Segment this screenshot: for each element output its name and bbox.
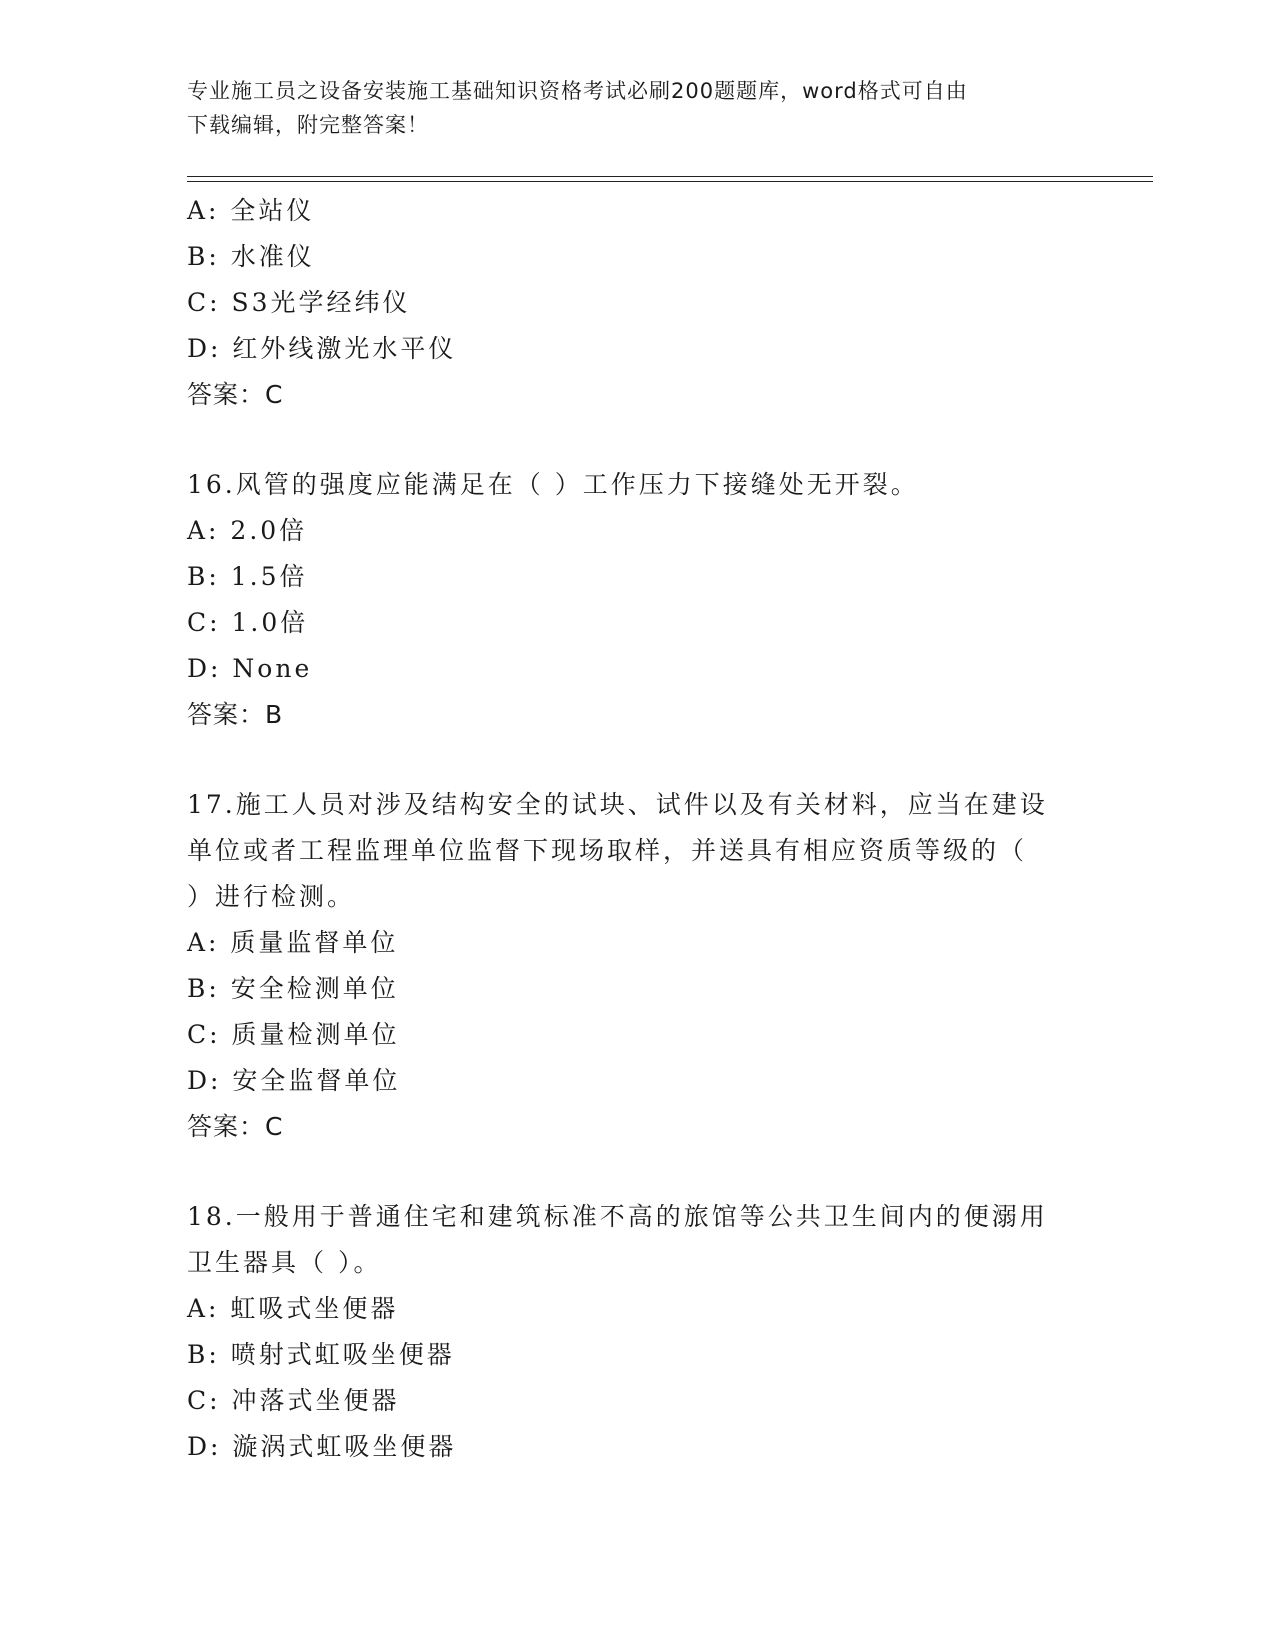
q17-answer: 答案：C [187,1112,284,1141]
header-divider-top [187,176,1153,177]
q17-option-b: B: 安全检测单位 [187,974,399,1003]
q18-option-c: C: 冲落式坐便器 [187,1386,400,1415]
header-title-line-1: 专业施工员之设备安装施工基础知识资格考试必刷200题题库，word格式可自由 [187,79,968,103]
q17-question-line-1: 17.施工人员对涉及结构安全的试块、试件以及有关材料，应当在建设 [187,790,1048,819]
spacer [187,738,1087,782]
q17-question-line-3: ）进行检测。 [187,882,356,911]
spacer [187,1150,1087,1194]
q17-question-line-2: 单位或者工程监理单位监督下现场取样，并送具有相应资质等级的（ [187,836,1028,865]
question-list [187,188,1087,1470]
document-header [187,74,1067,142]
q15-option-b: B: 水准仪 [187,242,315,271]
q15-answer: 答案：C [187,380,284,409]
question-17 [187,782,1087,1150]
question-18 [187,1194,1087,1470]
header-divider-bottom [187,181,1153,182]
q18-option-b: B: 喷射式虹吸坐便器 [187,1340,455,1369]
q18-question-line-2: 卫生器具（ ）。 [187,1248,382,1277]
q15-option-a: A: 全站仪 [187,196,315,225]
q17-option-d: D: 安全监督单位 [187,1066,401,1095]
q18-question-line-1: 18.一般用于普通住宅和建筑标准不高的旅馆等公共卫生间内的便溺用 [187,1202,1048,1231]
q17-option-c: C: 质量检测单位 [187,1020,400,1049]
q16-answer: 答案：B [187,700,284,729]
question-16 [187,462,1087,738]
q16-question: 16.风管的强度应能满足在（ ）工作压力下接缝处无开裂。 [187,470,919,499]
q16-option-c: C: 1.0倍 [187,608,309,637]
q16-option-d: D: None [187,654,313,683]
q15-option-c: C: S3光学经纬仪 [187,288,411,317]
q18-option-d: D: 漩涡式虹吸坐便器 [187,1432,457,1461]
q15-option-d: D: 红外线激光水平仪 [187,334,457,363]
q16-option-a: A: 2.0倍 [187,516,308,545]
q18-option-a: A: 虹吸式坐便器 [187,1294,399,1323]
header-title-line-2: 下载编辑，附完整答案！ [187,113,429,137]
question-15 [187,188,1087,418]
q16-option-b: B: 1.5倍 [187,562,308,591]
spacer [187,418,1087,462]
q17-option-a: A: 质量监督单位 [187,928,399,957]
